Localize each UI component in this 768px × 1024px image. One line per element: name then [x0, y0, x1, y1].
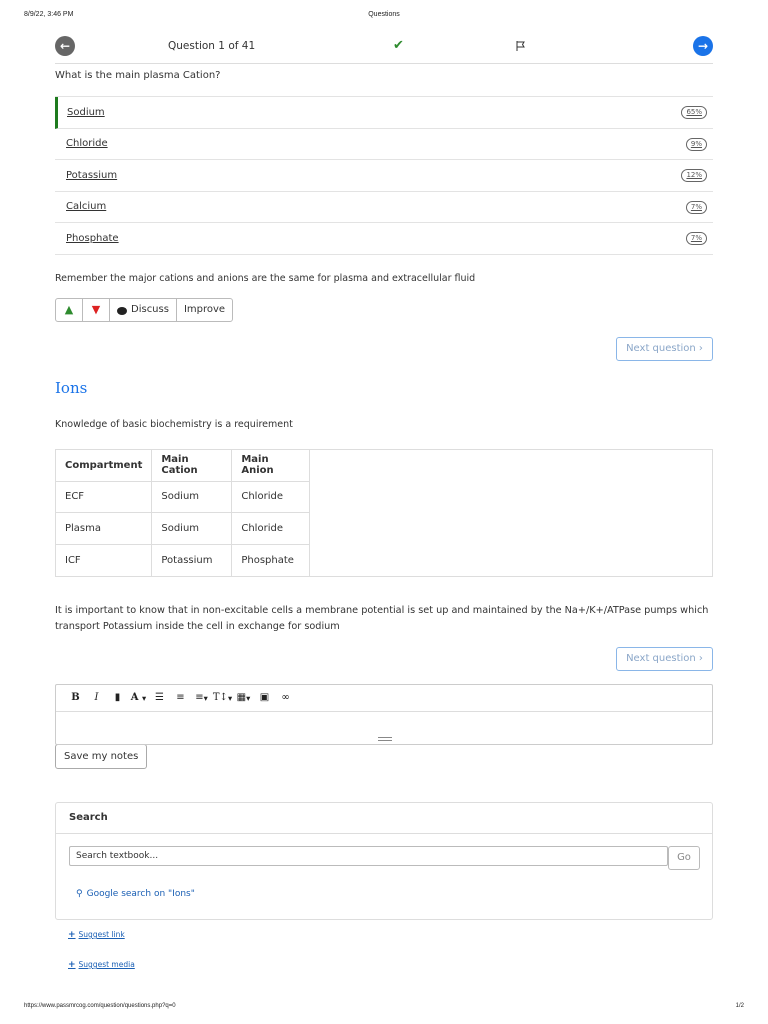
answer-list [55, 96, 713, 255]
notes-editor[interactable] [55, 684, 713, 745]
plus-icon: + [68, 959, 76, 970]
answer-label[interactable]: Calcium [66, 201, 107, 213]
discuss-button[interactable] [110, 299, 177, 321]
print-url: https://www.passmrcog.com/question/questions.php?q=0 [24, 1003, 176, 1009]
comment-icon [117, 307, 127, 315]
table-cell: ICF [56, 544, 152, 576]
search-heading: Search [56, 803, 712, 834]
table-cell: ECF [56, 481, 152, 513]
print-header [24, 11, 744, 21]
next-question-icon[interactable]: → [693, 36, 713, 56]
resize-handle[interactable] [378, 737, 392, 741]
table-cell: Chloride [232, 513, 310, 545]
table-cell: Plasma [56, 513, 152, 545]
table-cell: Chloride [232, 481, 310, 513]
answer-option-calcium[interactable] [55, 192, 713, 224]
section-intro: Knowledge of basic biochemistry is a requirement [55, 418, 293, 430]
question-navigation [55, 30, 713, 64]
text-height-icon[interactable]: T↕ ▾ [212, 692, 233, 703]
bold-icon[interactable]: B [71, 692, 80, 703]
image-icon[interactable]: ▣ [259, 692, 270, 703]
italic-icon[interactable]: I [94, 692, 99, 703]
save-notes-button[interactable]: Save my notes [55, 744, 147, 769]
table-header: Main Cation [152, 450, 232, 482]
answer-label[interactable]: Sodium [67, 106, 105, 118]
answer-label[interactable]: Potassium [66, 169, 118, 181]
table-cell: Potassium [152, 544, 232, 576]
previous-question-icon[interactable]: ← [55, 36, 75, 56]
answer-percent-badge: 9% [686, 138, 707, 151]
answer-percent-badge: 7% [686, 232, 707, 245]
ions-table-container [55, 449, 713, 577]
next-question-button[interactable] [616, 647, 713, 671]
table-header-row [56, 450, 310, 482]
answer-label[interactable]: Chloride [66, 138, 108, 150]
print-datetime: 8/9/22, 3:46 PM [24, 11, 74, 18]
next-question-row [55, 337, 713, 361]
section-title: Ions [55, 378, 88, 397]
answer-hint: Remember the major cations and anions are the same for plasma and extracellular fluid [55, 272, 476, 284]
next-question-row [55, 647, 713, 671]
improve-button[interactable]: Improve [183, 304, 226, 315]
answer-label[interactable]: Phosphate [66, 232, 119, 244]
suggest-link[interactable] [68, 930, 713, 940]
next-question-label: Next question [626, 653, 696, 664]
next-question-button[interactable] [616, 337, 713, 361]
answer-option-sodium[interactable] [55, 97, 713, 129]
table-cell: Phosphate [232, 544, 310, 576]
answer-option-chloride[interactable] [55, 129, 713, 161]
plus-icon: + [68, 929, 76, 940]
check-icon[interactable]: ✔ [393, 38, 404, 53]
search-icon: ⚲ [76, 888, 83, 899]
print-footer [24, 1003, 744, 1013]
question-counter: Question 1 of 41 [168, 40, 256, 52]
thumbs-down-icon[interactable]: ▼ [83, 299, 110, 321]
suggest-media[interactable] [68, 960, 713, 970]
answer-option-phosphate[interactable] [55, 223, 713, 255]
suggest-link-label: Suggest link [78, 930, 125, 939]
table-row [56, 544, 310, 576]
bullet-list-icon[interactable]: ☰ [155, 692, 164, 703]
editor-toolbar [56, 685, 712, 712]
chevron-right-icon: › [695, 343, 703, 354]
answer-option-potassium[interactable] [55, 160, 713, 192]
search-input[interactable]: Search textbook... [69, 846, 668, 866]
table-cell: Sodium [152, 481, 232, 513]
table-cell: Sodium [152, 513, 232, 545]
thumbs-up-icon[interactable]: ▲ [56, 299, 83, 321]
google-search-link[interactable] [76, 889, 712, 899]
align-icon[interactable]: ≡ ▾ [195, 692, 208, 703]
numbered-list-icon[interactable]: ≡ [176, 692, 185, 703]
answer-percent-badge: 65% [681, 106, 707, 119]
next-question-label: Next question [626, 343, 696, 354]
search-row [56, 834, 712, 872]
question-text: What is the main plasma Cation? [55, 70, 221, 81]
section-paragraph: It is important to know that in non-excitable cells a membrane potential is set up and maintained by the Na+/K+/ATPase pumps which transport Potassium inside the cell in exchange for sodium [55, 604, 709, 632]
table-row [56, 513, 310, 545]
ions-table [56, 450, 310, 576]
google-search-label: Google search on "Ions" [86, 888, 195, 899]
table-header: Main Anion [232, 450, 310, 482]
suggest-media-label: Suggest media [78, 960, 135, 969]
main-content [55, 30, 713, 970]
feedback-toolbar [55, 298, 233, 322]
flag-icon[interactable] [515, 40, 527, 52]
table-row [56, 481, 310, 513]
print-page-number: 1/2 [735, 1003, 744, 1009]
table-header: Compartment [56, 450, 152, 482]
font-color-icon[interactable]: A ▾ [130, 692, 147, 703]
discuss-label: Discuss [131, 304, 169, 315]
print-title: Questions [368, 11, 400, 18]
eraser-icon[interactable]: ▮ [114, 692, 121, 703]
go-button[interactable]: Go [668, 846, 700, 870]
search-panel [55, 802, 713, 920]
table-icon[interactable]: ▦ ▾ [236, 692, 251, 703]
link-icon[interactable]: ∞ [281, 692, 290, 703]
answer-percent-badge: 12% [681, 169, 707, 182]
chevron-right-icon: › [695, 653, 703, 664]
answer-percent-badge: 7% [686, 201, 707, 214]
